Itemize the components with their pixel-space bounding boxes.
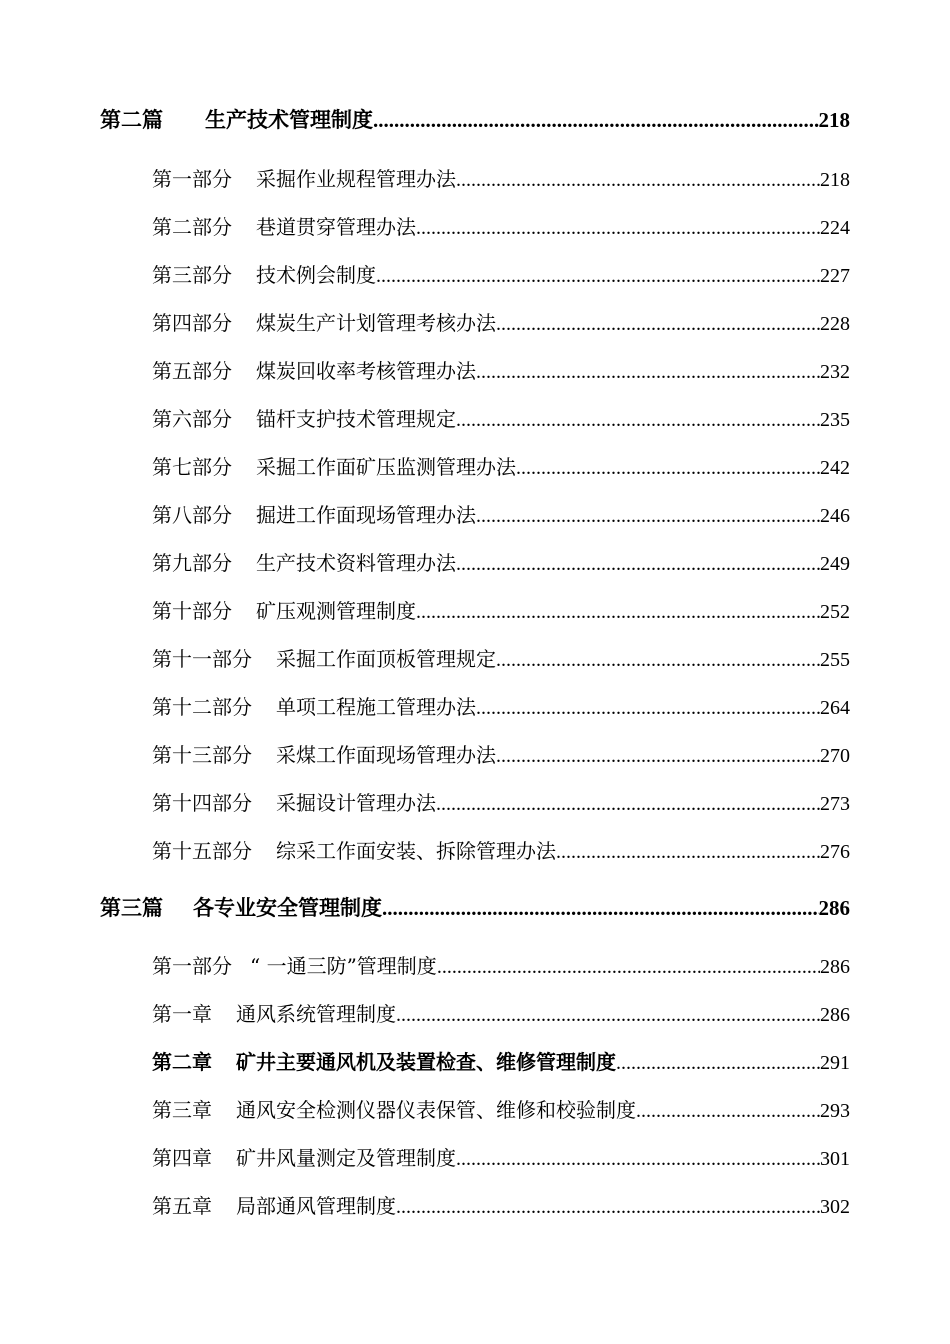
toc-entry-page: 293	[820, 1100, 850, 1122]
toc-leader-dots	[476, 692, 820, 724]
toc-entry-page: 255	[820, 649, 850, 671]
toc-entry[interactable]	[152, 499, 850, 531]
toc-entry-title: 通风系统管理制度	[236, 1002, 396, 1026]
toc-leader-dots	[416, 212, 820, 244]
toc-entry-number: 第四章	[152, 1146, 212, 1170]
toc-leader-dots	[456, 1143, 820, 1175]
toc-entry-page: 264	[820, 697, 850, 719]
toc-leader-dots	[476, 500, 820, 532]
toc-entry-number: 第一部分	[152, 954, 232, 978]
toc-entry-title: 单项工程施工管理办法	[276, 695, 476, 719]
toc-leader-dots	[456, 404, 820, 436]
toc-entry-page: 252	[820, 601, 850, 623]
toc-leader-dots	[416, 596, 820, 628]
toc-entry-number: 第四部分	[152, 311, 232, 335]
toc-entry-number: 第三部分	[152, 263, 232, 287]
toc-leader-dots	[376, 260, 820, 292]
toc-entry[interactable]	[152, 403, 850, 435]
toc-entry[interactable]	[152, 643, 850, 675]
toc-entry-page: 224	[820, 217, 850, 239]
toc-entry-title: 采掘设计管理办法	[276, 791, 436, 815]
toc-entry-number: 第一章	[152, 1002, 212, 1026]
toc-entry-title: 巷道贯穿管理办法	[256, 215, 416, 239]
toc-leader-dots	[456, 548, 820, 580]
toc-entry-page: 276	[820, 841, 850, 863]
toc-entry-title: 锚杆支护技术管理规定	[256, 407, 456, 431]
toc-entry[interactable]	[152, 998, 850, 1030]
toc-entry-title: 采掘工作面顶板管理规定	[276, 647, 496, 671]
toc-entry-title: 矿井风量测定及管理制度	[236, 1146, 456, 1170]
toc-entry[interactable]	[152, 307, 850, 339]
toc-entry[interactable]	[152, 787, 850, 819]
toc-entry-number: 第五部分	[152, 359, 232, 383]
toc-entry-title: 采掘作业规程管理办法	[256, 167, 456, 191]
toc-entry-number: 第十二部分	[152, 695, 252, 719]
toc-leader-dots	[556, 836, 820, 868]
toc-entry-number: 第五章	[152, 1194, 212, 1218]
toc-entry-number: 第三章	[152, 1098, 212, 1122]
toc-entry-page: 232	[820, 361, 850, 383]
toc-entry-page: 270	[820, 745, 850, 767]
toc-entry-page: 227	[820, 265, 850, 287]
toc-entry-page: 291	[820, 1052, 850, 1074]
toc-entry-title: 矿井主要通风机及装置检查、维修管理制度	[236, 1050, 616, 1074]
toc-entry[interactable]	[152, 739, 850, 771]
toc-entry-page: 302	[820, 1196, 850, 1218]
toc-entry-page: 235	[820, 409, 850, 431]
toc-entry-page: 246	[820, 505, 850, 527]
toc-leader-dots	[496, 740, 820, 772]
toc-entry-page: 301	[820, 1148, 850, 1170]
toc-entry-number: 第十部分	[152, 599, 232, 623]
toc-entry-number: 第九部分	[152, 551, 232, 575]
toc-entry[interactable]	[152, 211, 850, 243]
toc-entry[interactable]	[152, 1190, 850, 1222]
toc-entry-page: 218	[818, 108, 850, 132]
toc-entry-page: 228	[820, 313, 850, 335]
toc-entry[interactable]	[152, 835, 850, 867]
toc-entry-title: 采掘工作面矿压监测管理办法	[256, 455, 516, 479]
toc-leader-dots	[636, 1095, 820, 1127]
toc-entry-page: 286	[820, 1004, 850, 1026]
toc-entry-title: “ 一通三防”管理制度	[250, 954, 437, 978]
toc-entry-page: 273	[820, 793, 850, 815]
toc-entry-title: 各专业安全管理制度	[193, 895, 382, 920]
toc-entry-number: 第二篇	[100, 107, 163, 132]
toc-entry-number: 第六部分	[152, 407, 232, 431]
toc-entry-number: 第一部分	[152, 167, 232, 191]
toc-entry-title: 局部通风管理制度	[236, 1194, 396, 1218]
toc-entry[interactable]	[152, 259, 850, 291]
toc-entry-number: 第十五部分	[152, 839, 252, 863]
toc-entry[interactable]	[100, 104, 850, 136]
toc-entry[interactable]	[152, 1094, 850, 1126]
toc-entry-number: 第七部分	[152, 455, 232, 479]
toc-entry-number: 第十四部分	[152, 791, 252, 815]
toc-entry[interactable]	[100, 892, 850, 924]
toc-entry-title: 采煤工作面现场管理办法	[276, 743, 496, 767]
toc-entry[interactable]	[152, 950, 850, 982]
toc-leader-dots	[373, 104, 819, 136]
toc-entry-title: 掘进工作面现场管理办法	[256, 503, 476, 527]
toc-leader-dots	[437, 951, 820, 983]
toc-entry[interactable]	[152, 595, 850, 627]
toc-entry-title: 综采工作面安装、拆除管理办法	[276, 839, 556, 863]
toc-entry-number: 第三篇	[100, 895, 163, 920]
toc-entry-number: 第十一部分	[152, 647, 252, 671]
toc-leader-dots	[436, 788, 820, 820]
toc-leader-dots	[456, 164, 820, 196]
toc-leader-dots	[516, 452, 820, 484]
toc-entry-title: 煤炭回收率考核管理办法	[256, 359, 476, 383]
toc-entry-title: 通风安全检测仪器仪表保管、维修和校验制度	[236, 1098, 636, 1122]
toc-leader-dots	[396, 1191, 820, 1223]
toc-leader-dots	[382, 892, 819, 924]
toc-entry-title: 煤炭生产计划管理考核办法	[256, 311, 496, 335]
toc-entry-number: 第二章	[152, 1050, 212, 1074]
toc-leader-dots	[496, 644, 820, 676]
toc-entry[interactable]	[152, 547, 850, 579]
toc-leader-dots	[616, 1047, 820, 1079]
toc-entry[interactable]	[152, 451, 850, 483]
toc-leader-dots	[396, 999, 820, 1031]
toc-entry[interactable]	[152, 163, 850, 195]
toc-entry-page: 218	[820, 169, 850, 191]
toc-entry-page: 249	[820, 553, 850, 575]
toc-entry[interactable]	[152, 1046, 850, 1078]
toc-entry-title: 技术例会制度	[256, 263, 376, 287]
toc-entry-title: 矿压观测管理制度	[256, 599, 416, 623]
toc-entry-page: 242	[820, 457, 850, 479]
toc-entry-number: 第八部分	[152, 503, 232, 527]
toc-entry-page: 286	[820, 956, 850, 978]
toc-entry[interactable]	[152, 355, 850, 387]
toc-entry-title: 生产技术管理制度	[205, 107, 373, 132]
toc-entry-number: 第十三部分	[152, 743, 252, 767]
toc-entry[interactable]	[152, 691, 850, 723]
toc-entry-number: 第二部分	[152, 215, 232, 239]
toc-leader-dots	[496, 308, 820, 340]
toc-entry[interactable]	[152, 1142, 850, 1174]
toc-entry-title: 生产技术资料管理办法	[256, 551, 456, 575]
toc-entry-page: 286	[818, 896, 850, 920]
toc-leader-dots	[476, 356, 820, 388]
